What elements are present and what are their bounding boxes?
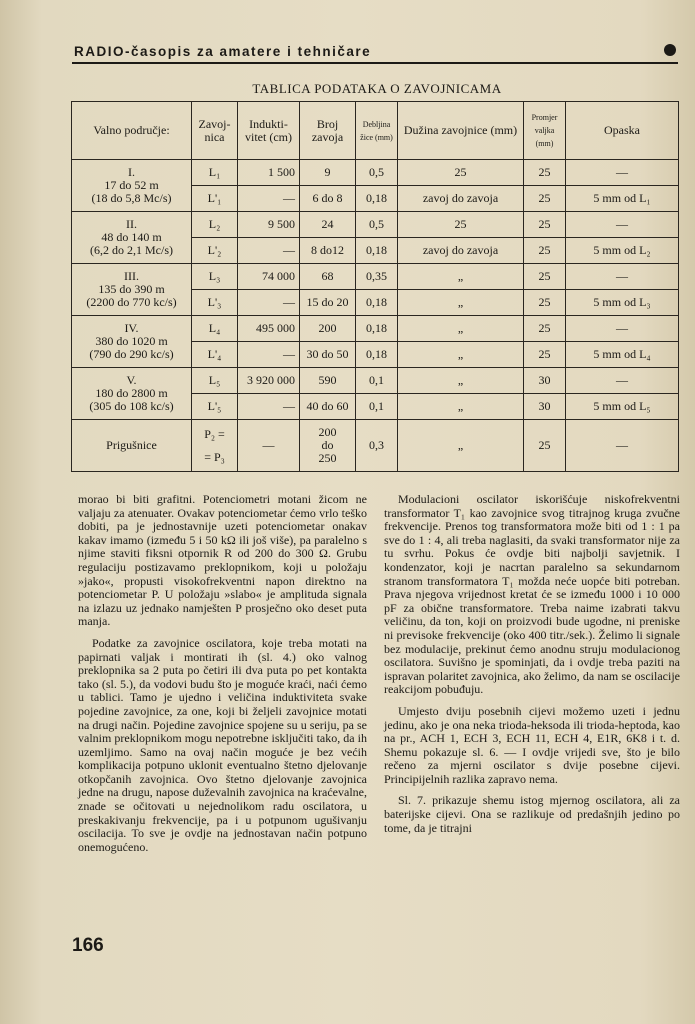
- turns-cell: 8 do12: [300, 238, 356, 264]
- inductance-cell: 74 000: [238, 264, 300, 290]
- inductance-cell: 495 000: [238, 316, 300, 342]
- table-row: [72, 264, 679, 290]
- band-line: III.: [124, 269, 139, 283]
- band-line: 17 do 52 m: [104, 178, 159, 192]
- table-title: TABLICA PODATAKA O ZAVOJNICAMA: [252, 81, 502, 96]
- turns-cell: 24: [300, 212, 356, 238]
- header-coil: Zavoj-nica: [192, 102, 238, 160]
- turns-line: 200: [318, 425, 337, 439]
- length-cell: „: [398, 420, 524, 472]
- table-row: [72, 316, 679, 342]
- wire-cell: 0,18: [356, 316, 398, 342]
- length-cell: „: [398, 316, 524, 342]
- length-cell: „: [398, 342, 524, 368]
- coil-cell: L₂: [192, 212, 238, 238]
- note-cell: 5 mm od L₅: [566, 394, 679, 420]
- paragraph: Modulacioni oscilator iskorišćuje niskofrekventni transformator T₁ kao zavojnice svog titrajnog kruga zvučne frekvencije. Prenos tog transformatora može biti od 1 : 1 pa sve do 1 : 4, ali treba naglasiti, da svaki transformator nije za tu svrhu. Pokus će ovdje biti najbolji savjetnik. I kondenzator, koji je nacrtan paralelno sa sekundarnom stranom transformatora T₁ možda neće uopće biti potreban. Prava njegova vrijednost kretat će se između 1000 i 10 000 pF za obične transformatore. Treba naime izabrati takvu veličinu, da ton, koji on proizvodi bude ugodne, ni preniske ni previsoke frekvencije (oko 400 titr./sek.). Želimo li signale bez modulacije, prekinut ćemo anodnu struju modulacionog oscilatora. Suvišno je spominjati, da i ovdje treba paziti na ispravan polaritet zavojnica, ako želimo, da nam se oscilacije reakcijom pobuđuju.: [384, 492, 680, 697]
- band-line: I.: [128, 165, 135, 179]
- inductance-cell: —: [238, 186, 300, 212]
- band-line: (2200 do 770 kc/s): [86, 295, 177, 309]
- length-cell: „: [398, 290, 524, 316]
- length-cell: „: [398, 394, 524, 420]
- note-cell: —: [566, 316, 679, 342]
- header-band: Valno područje:: [72, 102, 192, 160]
- diameter-cell: 25: [524, 238, 566, 264]
- length-cell: zavoj do zavoja: [398, 186, 524, 212]
- inductance-cell: 3 920 000: [238, 368, 300, 394]
- band-cell: [72, 160, 192, 212]
- coil-cell: L'₁: [192, 186, 238, 212]
- header-length: Dužina zavojnice (mm): [398, 102, 524, 160]
- wire-cell: 0,1: [356, 394, 398, 420]
- wire-cell: 0,5: [356, 160, 398, 186]
- band-line: 135 do 390 m: [98, 282, 165, 296]
- band-line: (18 do 5,8 Mc/s): [91, 191, 172, 205]
- header-rule: [72, 62, 678, 64]
- turns-cell: 200: [300, 316, 356, 342]
- band-line: II.: [126, 217, 137, 231]
- band-line: (790 do 290 kc/s): [89, 347, 174, 361]
- header-inductance: Indukti-vitet (cm): [238, 102, 300, 160]
- turns-line: 250: [318, 451, 337, 465]
- wire-cell: 0,5: [356, 212, 398, 238]
- coil-cell: L'₄: [192, 342, 238, 368]
- band-line: V.: [126, 373, 137, 387]
- turns-cell: 6 do 8: [300, 186, 356, 212]
- note-cell: 5 mm od L₃: [566, 290, 679, 316]
- note-cell: 5 mm od L₄: [566, 342, 679, 368]
- paragraph: Podatke za zavojnice oscilatora, koje treba motati na papirnati valjak i montirati ih (sl. 4.) oko valnog preklopnika sa 2 puta po četiri ili dva puta po pet kontakta tako (sl. 5.), da vodovi budu što je moguće kraći, naći ćemo u tablici. Tamo je ujedno i veličina induktiviteta svake pojedine zavojnice, za one, koji bi željeli zavojnice motati na drugi način. Pojedine zavojnice spojene su u seriju, pa se valnim preklopnikom mogu nepotrebne isključiti tako, da ih uzemljimo. Samo na ovaj način moguće je bez većih komplikacija potpuno uklonit eventualno štetno djelovanje otkopčanih zavojnica. Ovo štetno djelovanje zavojnica jedne na drugu, napose duževalnih zavojnica na kraćevalne, znade se očitovati u nejednolikom radu oscilatora, u preskakivanju frekvencije, pa i u potpunom ugušivanju oscilacija. To sve je ovdje na jednostavan način potpuno onemogućeno.: [78, 635, 367, 854]
- diameter-cell: 25: [524, 290, 566, 316]
- length-cell: zavoj do zavoja: [398, 238, 524, 264]
- note-cell: —: [566, 264, 679, 290]
- coil-cell: L'₂: [192, 238, 238, 264]
- turns-cell: 9: [300, 160, 356, 186]
- turns-cell: 15 do 20: [300, 290, 356, 316]
- diameter-cell: 30: [524, 394, 566, 420]
- note-cell: 5 mm od L₂: [566, 238, 679, 264]
- band-line: 48 do 140 m: [101, 230, 162, 244]
- coil-cell: L'₅: [192, 394, 238, 420]
- coil-line: = P₃: [204, 449, 225, 464]
- turns-cell: 590: [300, 368, 356, 394]
- page-number: 166: [72, 935, 104, 956]
- coil-cell: L₁: [192, 160, 238, 186]
- length-cell: 25: [398, 160, 524, 186]
- inductance-cell: —: [238, 420, 300, 472]
- wire-cell: 0,18: [356, 238, 398, 264]
- paragraph: Umjesto dviju posebnih cijevi možemo uzeti i jednu jedinu, ako je ona neka trioda-heksoda ili trioda-heptoda, kao na pr., ACH 1, ECH 3, ECH 11, ECH 4, E1R, 6K8 i t. d. Shemu pokazuje sl. 6. — I ovdje vrijedi sve, što je bilo rečeno za mjerni oscilator s dvije posebne cijevi. Principijelnih razlika zapravo nema.: [384, 703, 680, 786]
- table-row: [72, 160, 679, 186]
- diameter-cell: 25: [524, 342, 566, 368]
- band-line: 380 do 1020 m: [95, 334, 168, 348]
- wire-cell: 0,1: [356, 368, 398, 394]
- coil-cell: L₄: [192, 316, 238, 342]
- note-cell: —: [566, 212, 679, 238]
- header-bullet: [664, 44, 676, 56]
- band-line: IV.: [124, 321, 139, 335]
- inductance-cell: —: [238, 238, 300, 264]
- diameter-cell: 25: [524, 420, 566, 472]
- wire-cell: 0,18: [356, 186, 398, 212]
- band-line: 180 do 2800 m: [95, 386, 168, 400]
- header-diameter: Promjer valjka (mm): [524, 102, 566, 160]
- band-cell: [72, 264, 192, 316]
- diameter-cell: 30: [524, 368, 566, 394]
- header-wire: Debljina žice (mm): [356, 102, 398, 160]
- note-cell: —: [566, 368, 679, 394]
- band-cell: [72, 368, 192, 420]
- coil-cell: L₃: [192, 264, 238, 290]
- wire-cell: 0,18: [356, 342, 398, 368]
- header-turns: Broj zavoja: [300, 102, 356, 160]
- diameter-cell: 25: [524, 212, 566, 238]
- length-cell: „: [398, 368, 524, 394]
- diameter-cell: 25: [524, 160, 566, 186]
- band-cell: Prigušnice: [72, 420, 192, 472]
- inductance-cell: —: [238, 342, 300, 368]
- wire-cell: 0,3: [356, 420, 398, 472]
- note-cell: —: [566, 420, 679, 472]
- coil-cell: L'₃: [192, 290, 238, 316]
- turns-cell: 68: [300, 264, 356, 290]
- band-line: (305 do 108 kc/s): [89, 399, 174, 413]
- inductance-cell: 1 500: [238, 160, 300, 186]
- diameter-cell: 25: [524, 264, 566, 290]
- inductance-cell: —: [238, 290, 300, 316]
- inductance-cell: —: [238, 394, 300, 420]
- band-cell: [72, 316, 192, 368]
- header-note: Opaska: [566, 102, 679, 160]
- diameter-cell: 25: [524, 186, 566, 212]
- coil-cell: [192, 420, 238, 472]
- left-text-column: [78, 493, 367, 862]
- table-row-choke: [72, 420, 679, 472]
- turns-line: do: [321, 438, 334, 452]
- table-body: [72, 160, 679, 472]
- note-cell: 5 mm od L₁: [566, 186, 679, 212]
- coil-cell: L₅: [192, 368, 238, 394]
- table-row: [72, 212, 679, 238]
- wire-cell: 0,35: [356, 264, 398, 290]
- turns-cell: [300, 420, 356, 472]
- paragraph: Sl. 7. prikazuje shemu istog mjernog oscilatora, ali za baterijske cijevi. Ona se razlikuje od predašnjih jedino po tome, da je titrajni: [384, 793, 680, 835]
- inductance-cell: 9 500: [238, 212, 300, 238]
- length-cell: 25: [398, 212, 524, 238]
- table-header-row: [72, 102, 679, 160]
- note-cell: —: [566, 160, 679, 186]
- band-cell: [72, 212, 192, 264]
- coil-line: P₂ =: [204, 426, 225, 441]
- turns-cell: 40 do 60: [300, 394, 356, 420]
- paragraph: morao bi biti grafitni. Potenciometri motani žicom ne valjaju za atenuater. Ovakav potenciometar ćemo vrlo teško dobiti, pa je jednostavnije uzeti potenciometar onakav kakav imamo (između 5 i 50 kΩ ili još više), pa paralelno s njime staviti fiksni otpornik R od 200 do 300 Ω. Grubu regulaciju postizavamo preklopnikom, koji u položaju »jako«, propusti visokofrekventni napon direktno na potenciometar P. U položaju »slabo« je amplituda signala na izlazu uz jednako namješten P prosječno oko deset puta manja.: [78, 492, 367, 629]
- length-cell: „: [398, 264, 524, 290]
- band-line: (6,2 do 2,1 Mc/s): [90, 243, 173, 257]
- diameter-cell: 25: [524, 316, 566, 342]
- table-row: [72, 368, 679, 394]
- wire-cell: 0,18: [356, 290, 398, 316]
- turns-cell: 30 do 50: [300, 342, 356, 368]
- coil-data-table: [71, 101, 679, 472]
- running-header: RADIO-časopis za amatere i tehničare: [74, 44, 372, 59]
- right-text-column: [384, 493, 680, 843]
